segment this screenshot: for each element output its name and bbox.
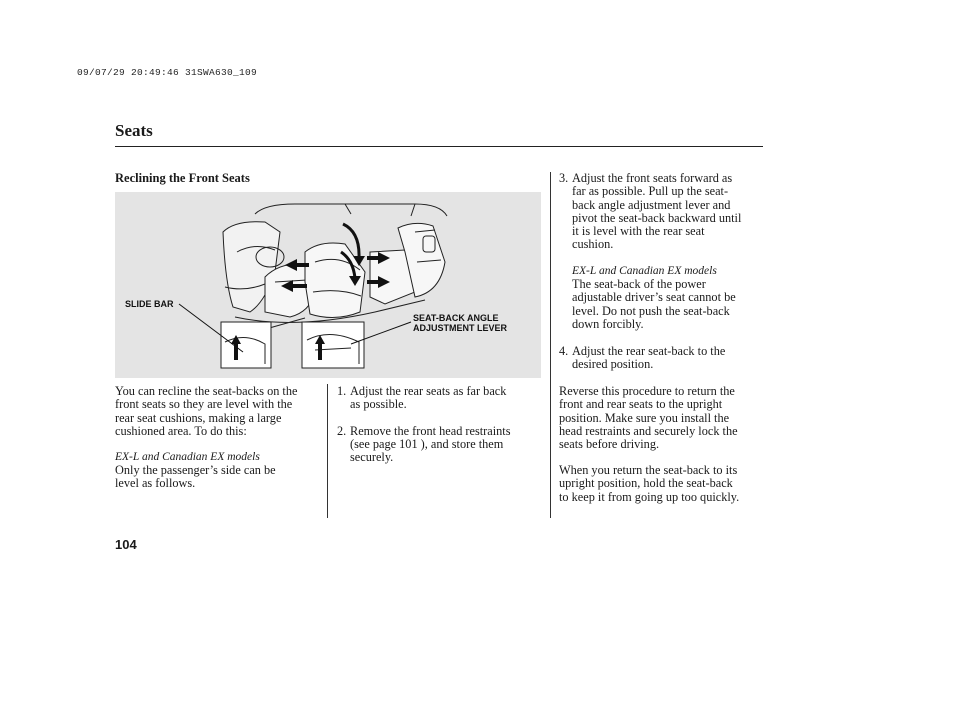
text-line: desired position. xyxy=(572,357,654,372)
text-line: head restraints and securely lock the xyxy=(559,423,738,438)
text-line: front and rear seats to the upright xyxy=(559,397,723,412)
callout-seat-back-lever xyxy=(413,313,507,333)
column-rule-1 xyxy=(327,384,328,518)
step-number: 1. xyxy=(337,384,347,398)
driver-seat-note xyxy=(572,278,767,331)
print-stamp: 09/07/29 20:49:46 31SWA630_109 xyxy=(77,67,258,78)
column-rule-2 xyxy=(550,172,551,518)
step-number: 3. xyxy=(559,171,569,185)
section-title: Seats xyxy=(115,121,153,140)
step-3-block xyxy=(559,172,764,252)
step-4 xyxy=(559,345,764,372)
text-line: Remove the front head restraints xyxy=(350,423,511,438)
step-4-block xyxy=(559,345,764,372)
text-line: upright position, hold the seat-back xyxy=(559,476,733,491)
callout-seat-back-lever-line2: ADJUSTMENT LEVER xyxy=(413,323,508,333)
text-line: Only the passenger’s side can be xyxy=(115,463,276,477)
model-paragraph xyxy=(115,464,325,491)
text-line: adjustable driver’s seat cannot be xyxy=(572,290,736,305)
text-line: cushion. xyxy=(572,237,614,252)
text-line: securely. xyxy=(350,450,394,465)
step-3 xyxy=(559,172,764,252)
model-note-driver: EX-L and Canadian EX models xyxy=(572,265,717,277)
text-line: Reverse this procedure to return the xyxy=(559,384,735,398)
text-line: The seat-back of the power xyxy=(572,277,706,291)
text-line: level. Do not push the seat-back xyxy=(572,303,730,318)
seat-illustration xyxy=(115,192,541,378)
text-line: front seats so they are level with the xyxy=(115,397,293,412)
steps-list-1 xyxy=(337,385,547,464)
reverse-paragraph xyxy=(559,385,764,451)
text-line: back angle adjustment lever and xyxy=(572,197,731,212)
title-rule xyxy=(115,146,763,147)
text-line: pivot the seat-back backward until xyxy=(572,210,742,225)
seat-illustration-drawing xyxy=(115,192,541,378)
text-line: cushioned area. To do this: xyxy=(115,423,247,438)
text-line: as possible. xyxy=(350,397,407,412)
return-paragraph xyxy=(559,464,764,504)
step-number: 4. xyxy=(559,344,569,358)
text-line: down forcibly. xyxy=(572,316,644,331)
text-line: it is level with the rear seat xyxy=(572,224,705,239)
text-line: level as follows. xyxy=(115,476,196,491)
text-line: You can recline the seat-backs on the xyxy=(115,384,298,398)
step-number: 2. xyxy=(337,423,347,438)
text-line: seats before driving. xyxy=(559,437,660,452)
callout-slide-bar: SLIDE BAR xyxy=(125,299,174,309)
text-line: (see page 101 ), and store them xyxy=(350,436,504,451)
text-line: position. Make sure you install the xyxy=(559,410,730,425)
text-line: When you return the seat-back to its xyxy=(559,463,738,477)
text-line: Adjust the rear seat-back to the xyxy=(572,344,726,358)
text-line: far as possible. Pull up the seat- xyxy=(572,184,729,199)
text-line: rear seat cushions, making a large xyxy=(115,410,282,425)
callout-seat-back-lever-line1: SEAT-BACK ANGLE xyxy=(413,313,499,323)
step-2 xyxy=(337,425,547,465)
subsection-heading: Reclining the Front Seats xyxy=(115,171,250,185)
model-note: EX-L and Canadian EX models xyxy=(115,451,260,463)
step-1 xyxy=(337,385,547,412)
intro-paragraph xyxy=(115,385,325,438)
page-number: 104 xyxy=(115,537,137,552)
text-line: Adjust the rear seats as far back xyxy=(350,384,507,398)
text-line: Adjust the front seats forward as xyxy=(572,171,733,185)
text-line: to keep it from going up too quickly. xyxy=(559,489,740,504)
